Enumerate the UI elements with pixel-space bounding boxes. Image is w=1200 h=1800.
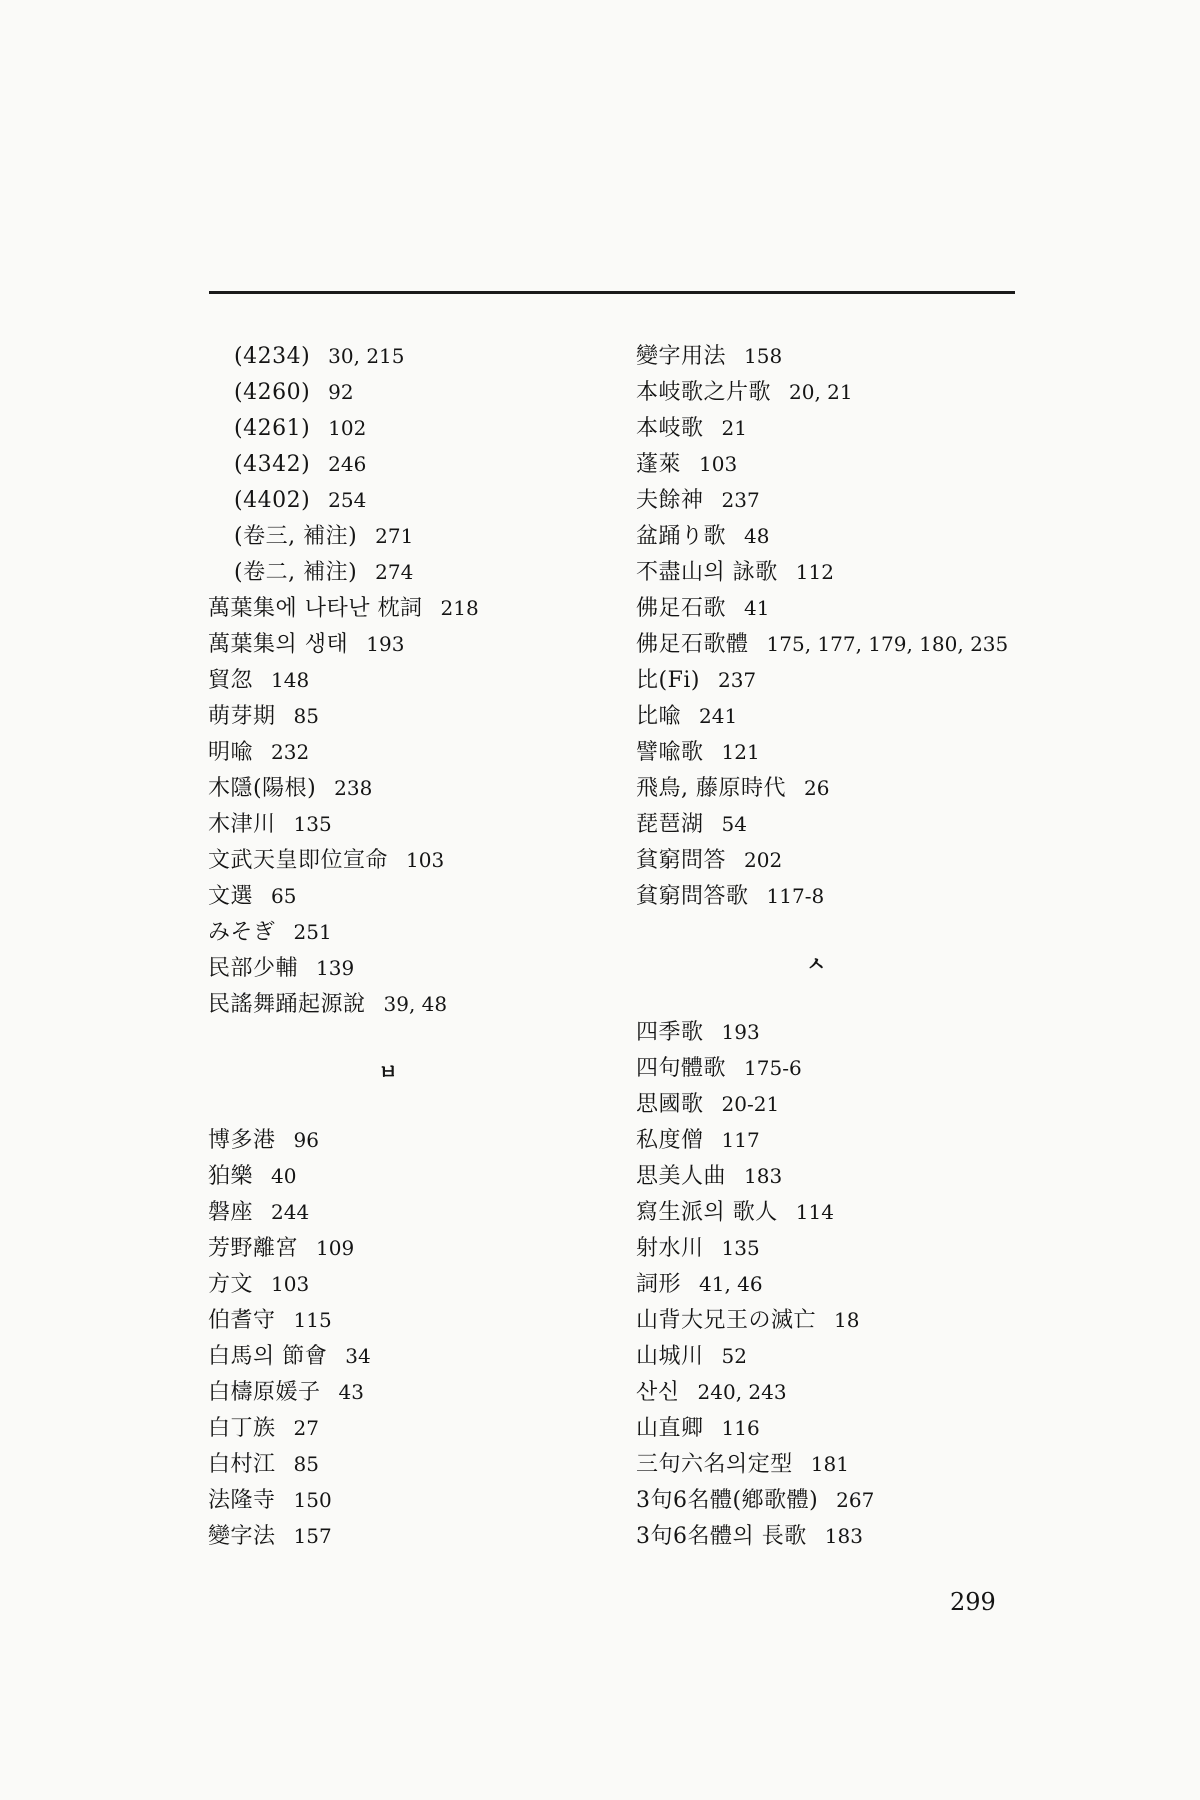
index-pages: 117-8 [766,884,825,908]
index-term: (4402) [234,488,311,513]
index-entry [208,374,628,410]
index-pages: 121 [721,740,760,764]
index-pages: 54 [721,812,747,836]
index-entry [636,1050,1056,1086]
index-entry [208,734,628,770]
index-entry [208,986,628,1022]
index-entry [208,518,628,554]
index-pages: 267 [836,1488,875,1512]
index-entry [208,1302,628,1338]
index-term: 法隆寺 [208,1488,276,1513]
index-term: 變字用法 [636,344,727,369]
index-pages: 193 [721,1020,760,1044]
index-term: 萬葉集의 생태 [208,632,349,657]
index-term: 白檮原媛子 [208,1380,321,1405]
index-entry [636,1446,1056,1482]
index-term: 佛足石歌 [636,596,727,621]
index-term: 文武天皇即位宣命 [208,848,389,873]
index-term: 山城川 [636,1344,704,1369]
index-entry [208,446,628,482]
index-pages: 254 [328,488,367,512]
index-term: 方文 [208,1272,254,1297]
index-entry [208,770,628,806]
index-term: 不盡山의 詠歌 [636,560,778,585]
index-term: 貧窮問答 [636,848,727,873]
index-entry [208,1374,628,1410]
index-term: 文選 [208,884,254,909]
index-term: 民部少輔 [208,956,299,981]
header-rule [209,291,1015,294]
index-entry [636,1158,1056,1194]
index-pages: 150 [293,1488,332,1512]
index-pages: 202 [744,848,783,872]
index-pages: 115 [293,1308,332,1332]
index-entry [636,842,1056,878]
index-pages: 237 [721,488,760,512]
index-pages: 27 [293,1416,319,1440]
index-entry [636,626,1056,662]
index-pages: 20-21 [721,1092,780,1116]
index-entry [208,1158,628,1194]
index-entry [636,410,1056,446]
index-pages: 274 [375,560,414,584]
index-pages: 135 [293,812,332,836]
index-term: 本岐歌之片歌 [636,380,772,405]
index-entry [208,1518,628,1554]
index-pages: 48 [744,524,770,548]
index-pages: 148 [271,668,310,692]
index-term: 산신 [636,1380,680,1405]
index-pages: 96 [293,1128,319,1152]
index-entry [636,1374,1056,1410]
index-entry [208,1194,628,1230]
index-entry [636,878,1056,914]
index-pages: 193 [366,632,405,656]
index-entry [636,1014,1056,1050]
index-pages: 135 [721,1236,760,1260]
index-pages: 26 [804,776,830,800]
index-term: 飛鳥, 藤原時代 [636,776,786,801]
index-entry [208,1230,628,1266]
index-entry [636,1410,1056,1446]
index-term: 本岐歌 [636,416,704,441]
index-term: 伯耆守 [208,1308,276,1333]
index-entry [208,842,628,878]
index-term: 盆踊り歌 [636,524,727,549]
index-pages: 244 [271,1200,310,1224]
index-term: 貧窮問答歌 [636,884,749,909]
index-term: 四句體歌 [636,1056,727,1081]
index-entry [208,1482,628,1518]
index-pages: 112 [795,560,834,584]
index-term: 夫餘神 [636,488,704,513]
index-entry [208,338,628,374]
index-term: 磐座 [208,1200,254,1225]
index-entry [208,1446,628,1482]
index-entry [208,1338,628,1374]
index-term: 蓬萊 [636,452,682,477]
index-pages: 181 [810,1452,849,1476]
index-entry [636,1086,1056,1122]
index-pages: 116 [721,1416,760,1440]
index-entry [208,1410,628,1446]
index-entry [636,374,1056,410]
index-entry [208,482,628,518]
index-pages: 175-6 [744,1056,802,1080]
index-term: 木津川 [208,812,276,837]
index-entry [208,914,628,950]
index-pages: 139 [316,956,355,980]
index-term: (卷二, 補注) [234,560,358,585]
index-term: 山背大兄王の滅亡 [636,1308,817,1333]
index-entry [208,1122,628,1158]
index-column-right [636,338,1056,1554]
index-pages: 183 [824,1524,863,1548]
index-term: 3句6名體의 長歌 [636,1524,807,1549]
index-term: みそぎ [208,920,276,945]
index-term: 白馬의 節會 [208,1344,328,1369]
index-term: 貿忽 [208,668,254,693]
index-entry [636,1518,1056,1554]
page-number: 299 [950,1588,996,1616]
index-term: 木隱(陽根) [208,776,317,801]
index-entry [208,590,628,626]
index-term: 思國歌 [636,1092,704,1117]
index-pages: 52 [721,1344,747,1368]
index-term: 白村江 [208,1452,276,1477]
index-pages: 103 [271,1272,310,1296]
index-pages: 103 [699,452,738,476]
index-term: (4261) [234,416,311,441]
index-entry [636,806,1056,842]
index-term: 四季歌 [636,1020,704,1045]
index-term: 民謠舞踊起源說 [208,992,366,1017]
index-pages: 102 [328,416,367,440]
index-entry [636,698,1056,734]
index-term: 3句6名體(鄕歌體) [636,1488,819,1513]
index-column-left [208,338,628,1554]
index-pages: 158 [744,344,783,368]
index-entry [636,662,1056,698]
index-entry [636,1302,1056,1338]
index-entry [208,410,628,446]
index-entry [208,878,628,914]
index-entry [636,1338,1056,1374]
index-term: 思美人曲 [636,1164,727,1189]
index-entry [636,770,1056,806]
index-pages: 238 [334,776,373,800]
index-term: (卷三, 補注) [234,524,358,549]
index-term: (4260) [234,380,311,405]
index-term: 三句六名의定型 [636,1452,793,1477]
index-pages: 34 [345,1344,371,1368]
index-pages: 20, 21 [789,380,853,404]
index-pages: 41, 46 [699,1272,763,1296]
index-pages: 39, 48 [383,992,448,1016]
index-term: (4234) [234,344,311,369]
index-entry [208,626,628,662]
index-pages: 85 [293,704,319,728]
index-pages: 183 [744,1164,783,1188]
index-term: 射水川 [636,1236,704,1261]
index-entry [636,1122,1056,1158]
index-entry [208,950,628,986]
index-entry [208,554,628,590]
index-term: 譬喩歌 [636,740,704,765]
index-term: 比(Fi) [636,668,700,693]
index-term: 寫生派의 歌人 [636,1200,778,1225]
index-entry [208,698,628,734]
index-term: (4342) [234,452,311,477]
index-entry [636,1230,1056,1266]
index-pages: 157 [293,1524,332,1548]
index-entry [636,1266,1056,1302]
index-term: 詞形 [636,1272,682,1297]
index-pages: 21 [721,416,747,440]
index-term: 私度僧 [636,1128,704,1153]
index-pages: 240, 243 [697,1380,787,1404]
index-entry [208,1266,628,1302]
index-entry [208,662,628,698]
index-term: 變字法 [208,1524,276,1549]
index-term: 明喩 [208,740,254,765]
index-term: 白丁族 [208,1416,276,1441]
index-term: 萬葉集에 나타난 枕詞 [208,596,423,621]
section-heading-siot: ㅅ [806,952,826,976]
index-entry [636,554,1056,590]
index-entry [636,482,1056,518]
index-term: 佛足石歌體 [636,632,749,657]
index-entry [636,1194,1056,1230]
index-term: 萌芽期 [208,704,276,729]
index-entry [636,338,1056,374]
index-pages: 117 [721,1128,760,1152]
index-pages: 40 [271,1164,297,1188]
index-entry [636,1482,1056,1518]
index-pages: 251 [293,920,332,944]
index-pages: 237 [717,668,757,692]
index-pages: 43 [338,1380,364,1404]
index-entry [636,518,1056,554]
index-term: 芳野離宮 [208,1236,299,1261]
index-entry [636,446,1056,482]
index-pages: 109 [316,1236,355,1260]
index-pages: 271 [375,524,414,548]
index-term: 比喩 [636,704,682,729]
section-heading-bieup: ㅂ [378,1060,398,1084]
index-term: 狛樂 [208,1164,254,1189]
index-entry [636,590,1056,626]
index-pages: 65 [271,884,297,908]
index-pages: 92 [328,380,354,404]
index-pages: 246 [328,452,367,476]
index-pages: 241 [699,704,738,728]
index-pages: 175, 177, 179, 180, 235 [766,632,1009,656]
index-entry [208,806,628,842]
index-term: 博多港 [208,1128,276,1153]
index-pages: 114 [795,1200,834,1224]
index-pages: 103 [406,848,445,872]
index-term: 琵琶湖 [636,812,704,837]
index-pages: 85 [293,1452,319,1476]
index-pages: 18 [834,1308,860,1332]
index-pages: 41 [744,596,770,620]
index-pages: 30, 215 [328,344,405,368]
index-pages: 218 [440,596,479,620]
index-term: 山直卿 [636,1416,704,1441]
index-entry [636,734,1056,770]
index-pages: 232 [271,740,310,764]
